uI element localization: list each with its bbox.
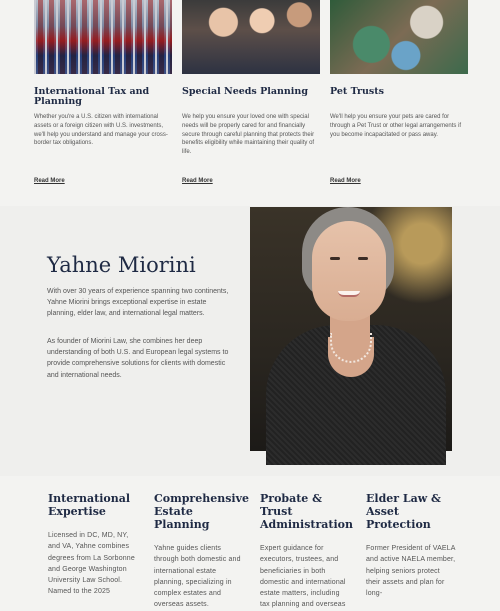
feature-probate-trust [260, 492, 354, 611]
service-description: We'll help you ensure your pets are cared for through a Pet Trust or other legal arrangements if you become incapacitated or pass away. [330, 114, 462, 138]
feature-international-expertise [48, 492, 138, 598]
flags-image [34, 0, 172, 74]
pet-image [330, 0, 468, 74]
service-card-pet-trusts [330, 0, 468, 187]
read-more-link[interactable]: Read More [34, 178, 65, 184]
feature-estate-planning [154, 492, 249, 611]
about-paragraph: With over 30 years of experience spanning two continents, Yahne Miorini brings exceptional expertise in estate planning, elder law, and international legal matters. [47, 288, 229, 318]
service-title: Special Needs Planning [182, 86, 308, 97]
family-image [182, 0, 320, 74]
feature-description: Expert guidance for executors, trustees, and beneficiaries in both domestic and international estate matters, including tax planning and overseas [260, 545, 346, 609]
service-card-international-tax [34, 0, 172, 187]
read-more-link[interactable]: Read More [330, 178, 361, 184]
about-section [0, 206, 500, 476]
service-description: We help you ensure your loved one with special needs will be properly cared for and financially secure through careful planning that protects their benefits eligibility while maintaining their quality of life. [182, 114, 315, 156]
service-title: International Tax and Planning [34, 86, 150, 107]
services-section [0, 0, 500, 206]
feature-description: Former President of VAELA and active NAELA member, helping seniors protect their assets and plan for long- [366, 545, 456, 598]
service-card-special-needs [182, 0, 320, 187]
feature-elder-law [366, 492, 456, 599]
feature-description: Licensed in DC, MD, NY, and VA, Yahne combines degrees from La Sorbonne and George Washington University Law School. Named to the 2025 [48, 532, 135, 596]
feature-title: Elder Law & Asset Protection [366, 492, 441, 531]
feature-title: International Expertise [48, 492, 131, 518]
about-paragraph: As founder of Miorini Law, she combines her deep understanding of both U.S. and European legal systems to provide comprehensive solutions for clients with domestic and international needs. [47, 338, 229, 379]
service-title: Pet Trusts [330, 86, 385, 97]
service-description: Whether you're a U.S. citizen with international assets or a foreign citizen with U.S. investments, we'll help you understand and manage your cross-border tax obligations. [34, 114, 168, 147]
features-section [0, 476, 500, 609]
attorney-portrait [250, 207, 452, 451]
feature-title: Comprehensive Estate Planning [154, 492, 249, 531]
feature-description: Yahne guides clients through both domestic and international estate planning, specializing in complex estates and overseas assets. [154, 545, 241, 609]
read-more-link[interactable]: Read More [182, 178, 213, 184]
feature-title: Probate & Trust Administration [260, 492, 354, 531]
attorney-name: Yahne Miorini [47, 253, 196, 277]
